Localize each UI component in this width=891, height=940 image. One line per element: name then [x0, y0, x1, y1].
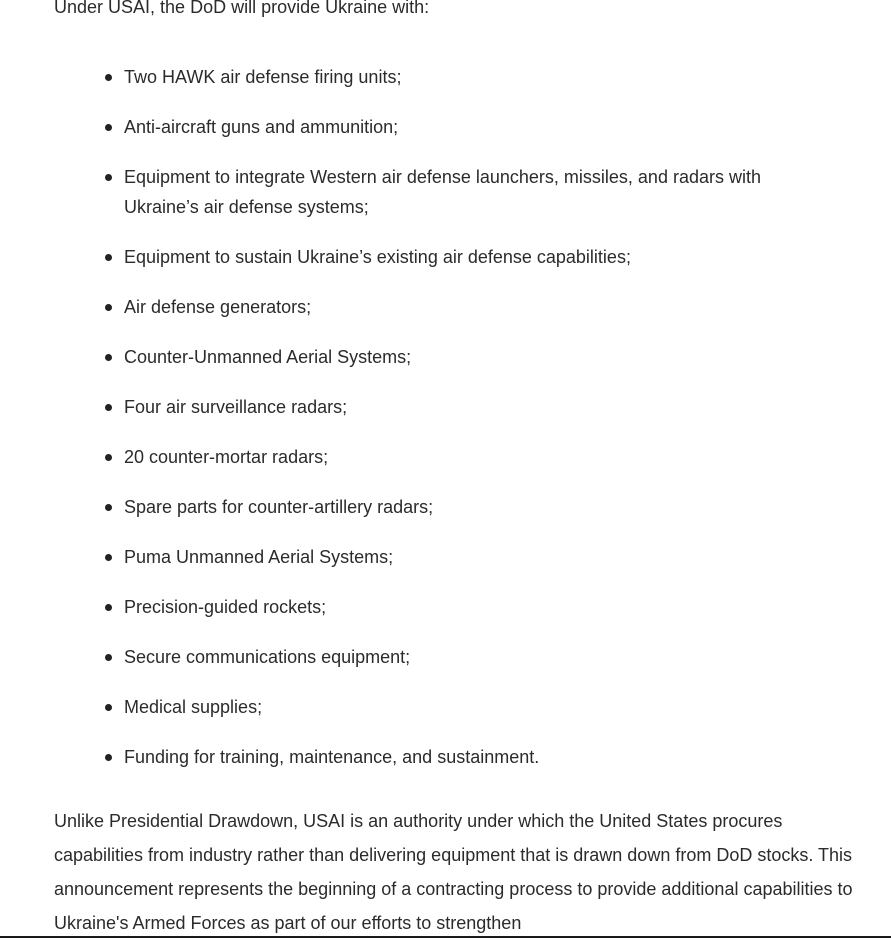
closing-paragraph: Unlike Presidential Drawdown, USAI is an authority under which the United States procures capabilities from industry rather than delivering equipment that is drawn down from DoD stocks. This announcement represents the beginning of a contracting process to provide additional capabilities to Ukraine's Armed Forces as part of our efforts to strengthen — [54, 811, 853, 933]
intro-paragraph: Under USAI, the DoD will provide Ukraine with: — [54, 0, 430, 17]
bullet-icon — [105, 454, 112, 461]
list-item — [54, 492, 774, 522]
list-item-text: Equipment to integrate Western air defense launchers, missiles, and radars with Ukraine’s air defense systems; — [124, 167, 761, 217]
list-item — [54, 342, 774, 372]
provisions-list — [54, 62, 859, 772]
bullet-icon — [105, 554, 112, 561]
list-item — [54, 62, 774, 92]
list-item — [54, 742, 774, 772]
list-item-text: Air defense generators; — [124, 297, 312, 317]
list-item — [54, 242, 774, 272]
list-item-text: Four air surveillance radars; — [124, 397, 348, 417]
bullet-icon — [105, 254, 112, 261]
list-item — [54, 442, 774, 472]
list-item-text: Medical supplies; — [124, 697, 263, 717]
list-item — [54, 162, 774, 222]
list-item-text: Two HAWK air defense firing units; — [124, 67, 402, 87]
bullet-icon — [105, 354, 112, 361]
list-item-text: Puma Unmanned Aerial Systems; — [124, 547, 394, 567]
list-item — [54, 112, 774, 142]
list-item-text: Equipment to sustain Ukraine’s existing air defense capabilities; — [124, 247, 631, 267]
list-item — [54, 642, 774, 672]
list-item — [54, 542, 774, 572]
list-item-text: Precision-guided rockets; — [124, 597, 327, 617]
list-item — [54, 592, 774, 622]
list-item — [54, 692, 774, 722]
list-item — [54, 392, 774, 422]
bullet-icon — [105, 74, 112, 81]
bullet-icon — [105, 654, 112, 661]
list-item — [54, 292, 774, 322]
list-item-text: Funding for training, maintenance, and sustainment. — [124, 747, 540, 767]
list-item-text: Anti-aircraft guns and ammunition; — [124, 117, 399, 137]
bullet-icon — [105, 404, 112, 411]
list-item-text: 20 counter-mortar radars; — [124, 447, 329, 467]
bullet-icon — [105, 304, 112, 311]
bullet-icon — [105, 754, 112, 761]
list-item-text: Spare parts for counter-artillery radars; — [124, 497, 434, 517]
list-item-text: Counter-Unmanned Aerial Systems; — [124, 347, 412, 367]
bullet-icon — [105, 704, 112, 711]
bullet-icon — [105, 124, 112, 131]
bullet-icon — [105, 174, 112, 181]
bullet-icon — [105, 604, 112, 611]
bullet-icon — [105, 504, 112, 511]
article-body — [54, 0, 859, 940]
list-item-text: Secure communications equipment; — [124, 647, 411, 667]
